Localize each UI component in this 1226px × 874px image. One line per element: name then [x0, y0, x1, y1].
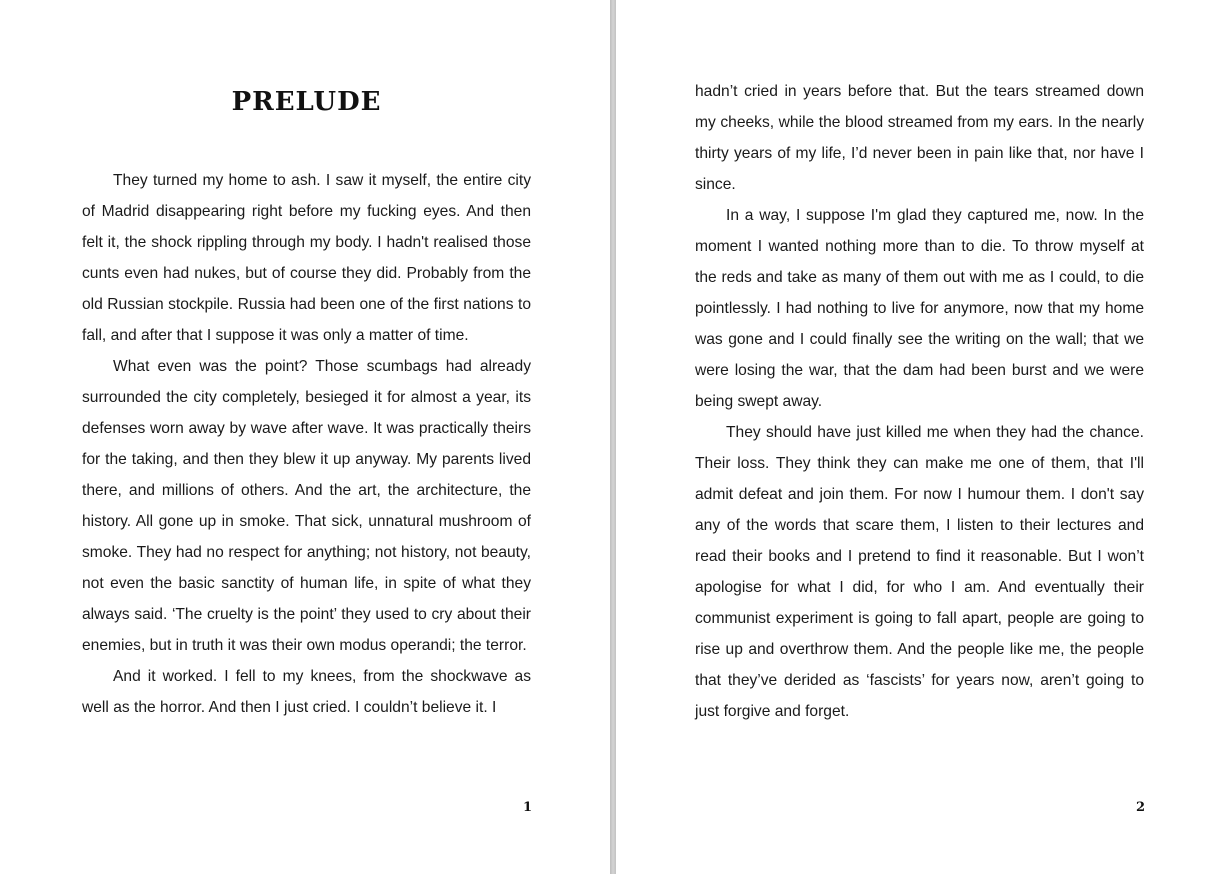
page-number: 1 [523, 800, 533, 815]
left-page-text [82, 165, 531, 800]
paragraph: And it worked. I fell to my knees, from the shockwave as well as the horror. And then I just cried. I couldn’t believe it. I [82, 668, 531, 716]
page-number: 2 [1136, 800, 1146, 815]
left-page [0, 0, 610, 874]
chapter-title: PRELUDE [231, 87, 382, 117]
right-page [616, 0, 1226, 874]
right-page-text [695, 76, 1144, 727]
paragraph: hadn’t cried in years before that. But the tears streamed down my cheeks, while the blood streamed from my ears. In the nearly thirty years of my life, I’d never been in pain like that, nor have I since. [695, 83, 1144, 193]
paragraph: They should have just killed me when they had the chance. Their loss. They think they can make me one of them, that I'll admit defeat and join them. For now I humour them. I don't say any of the words that scare them, I listen to their lectures and read their books and I pretend to find it reasonable. But I won’t apologise for what I did, for who I am. And eventually their communist experiment is going to fall apart, people are going to rise up and overthrow them. And the people like me, the people that they’ve derided as ‘fascists’ for years now, aren’t going to just forgive and forget. [695, 424, 1144, 720]
paragraph: What even was the point? Those scumbags had already surrounded the city completely, besieged it for almost a year, its defenses worn away by wave after wave. It was practically theirs for the taking, and then they blew it up anyway. My parents lived there, and millions of others. And the art, the architecture, the history. All gone up in smoke. That sick, unnatural mushroom of smoke. They had no respect for anything; not history, not beauty, not even the basic sanctity of human life, in spite of what they always said. ‘The cruelty is the point’ they used to cry about their enemies, but in truth it was their own modus operandi; the terror. [82, 358, 531, 654]
paragraph: They turned my home to ash. I saw it myself, the entire city of Madrid disappearing right before my fucking eyes. And then felt it, the shock rippling through my body. I hadn't realised those cunts even had nukes, but of course they did. Probably from the old Russian stockpile. Russia had been one of the first nations to fall, and after that I suppose it was only a matter of time. [82, 172, 531, 344]
paragraph: In a way, I suppose I'm glad they captured me, now. In the moment I wanted nothing more than to die. To throw myself at the reds and take as many of them out with me as I could, to die pointlessly. I had nothing to live for anymore, now that my home was gone and I could finally see the writing on the wall; that we were losing the war, that the dam had been burst and we were being swept away. [695, 207, 1144, 410]
